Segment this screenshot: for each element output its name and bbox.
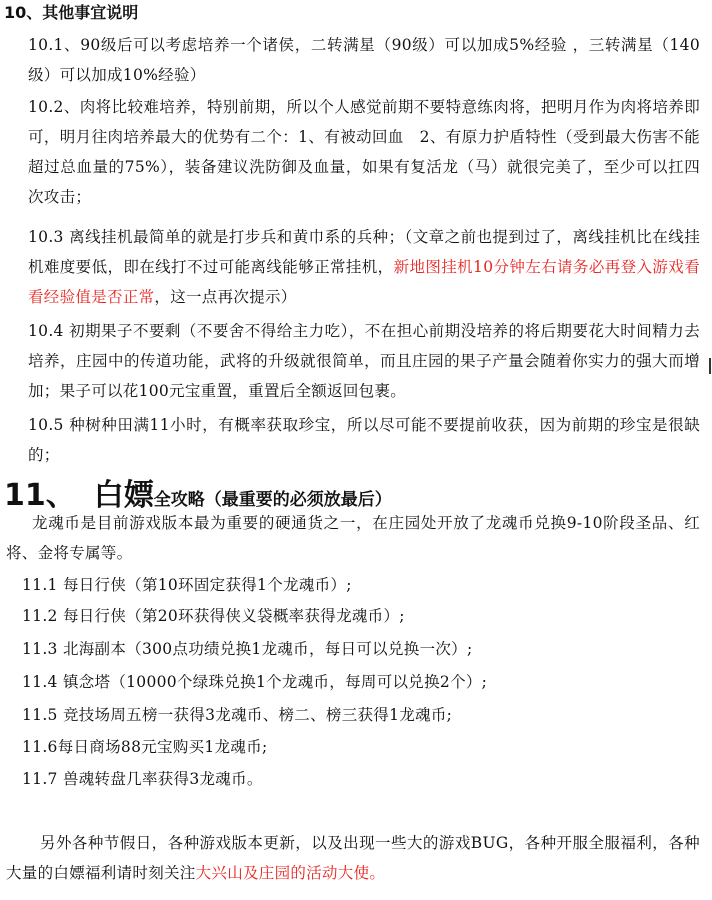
paragraph-10-1-text: 10.1、90级后可以考虑培养一个诸侯，二转满星（90级）可以加成5%经验 ，三转满星（140级）可以加成10%经验） xyxy=(28,36,700,84)
text-cursor xyxy=(709,358,711,374)
paragraph-10-3 xyxy=(28,222,700,312)
list-item: 11.5 竞技场周五榜一获得3龙魂币、榜二、榜三获得1龙魂币; xyxy=(22,706,453,724)
section-11-intro-text: 龙魂币是目前游戏版本最为重要的硬通货之一，在庄园处开放了龙魂币兑换9-10阶段圣品、红将、金将专属等。 xyxy=(6,514,700,562)
paragraph-10-2 xyxy=(28,92,700,212)
paragraph-10-3-highlight: 新地图挂机10分钟左右请务必再登入游戏看看经验值是否正常 xyxy=(28,258,700,306)
section-11-outro xyxy=(6,828,700,888)
section-11-outro-text: 另外各种节假日，各种游戏版本更新，以及出现一些大的游戏BUG，各种开服全服福利，各种大量的白嫖福利请时刻关注 xyxy=(6,834,700,882)
paragraph-10-5-text: 10.5 种树种田满11小时，有概率获取珍宝，所以尽可能不要提前收获，因为前期的珍宝是很缺的； xyxy=(28,416,700,464)
paragraph-10-4 xyxy=(28,316,700,406)
paragraph-10-2-text: 10.2、肉将比较难培养，特别前期，所以个人感觉前期不要特意练肉将，把明月作为肉将培养即可，明月往肉培养最大的优势有二个：1、有被动回血 2、有原力护盾特性（受到最大伤害不能超过总血量的75%），装备建议洗防御及血量，如果有复活龙（马）就很完美了，至少可以扛四次攻击； xyxy=(28,98,700,206)
section-11-outro-highlight: 大兴山及庄园的活动大使。 xyxy=(195,864,386,882)
paragraph-10-4-text: 10.4 初期果子不要剩（不要舍不得给主力吃），不在担心前期没培养的将后期要花大时间精力去培养，庄园中的传道功能，武将的升级就很简单，而且庄园的果子产量会随着你实力的强大而增加；果子可以花100元宝重置，重置后全额返回包裹。 xyxy=(28,322,700,400)
section-11-title-big: 白嫖 xyxy=(93,478,154,513)
paragraph-10-1 xyxy=(28,30,700,90)
list-item: 11.2 每日行侠（第20环获得侠义袋概率获得龙魂币）; xyxy=(22,607,405,625)
list-item: 11.1 每日行侠（第10环固定获得1个龙魂币）; xyxy=(22,576,352,594)
paragraph-10-5 xyxy=(28,410,700,470)
list-item: 11.6每日商场88元宝购买1龙魂币; xyxy=(22,738,268,756)
section-11-title-small: 全攻略（最重要的必须放最后） xyxy=(153,490,392,510)
list-item: 11.7 兽魂转盘几率获得3龙魂币。 xyxy=(22,770,263,788)
section-11-number: 11、 xyxy=(4,478,76,513)
paragraph-10-3-text-b: ，这一点再次提示） xyxy=(154,288,297,306)
section-11-intro xyxy=(6,508,700,568)
section-10-heading: 10、其他事宜说明 xyxy=(4,3,139,22)
list-item: 11.3 北海副本（300点功绩兑换1龙魂币，每日可以兑换一次）; xyxy=(22,640,473,658)
paragraph-10-3-text-a: 10.3 离线挂机最简单的就是打步兵和黄巾系的兵种；（文章之前也提到过了，离线挂机比在线挂机难度要低，即在线打不过可能离线能够正常挂机， xyxy=(28,228,700,276)
section-11-heading xyxy=(4,470,392,513)
list-item: 11.4 镇念塔（10000个绿珠兑换1个龙魂币，每周可以兑换2个）; xyxy=(22,673,488,691)
